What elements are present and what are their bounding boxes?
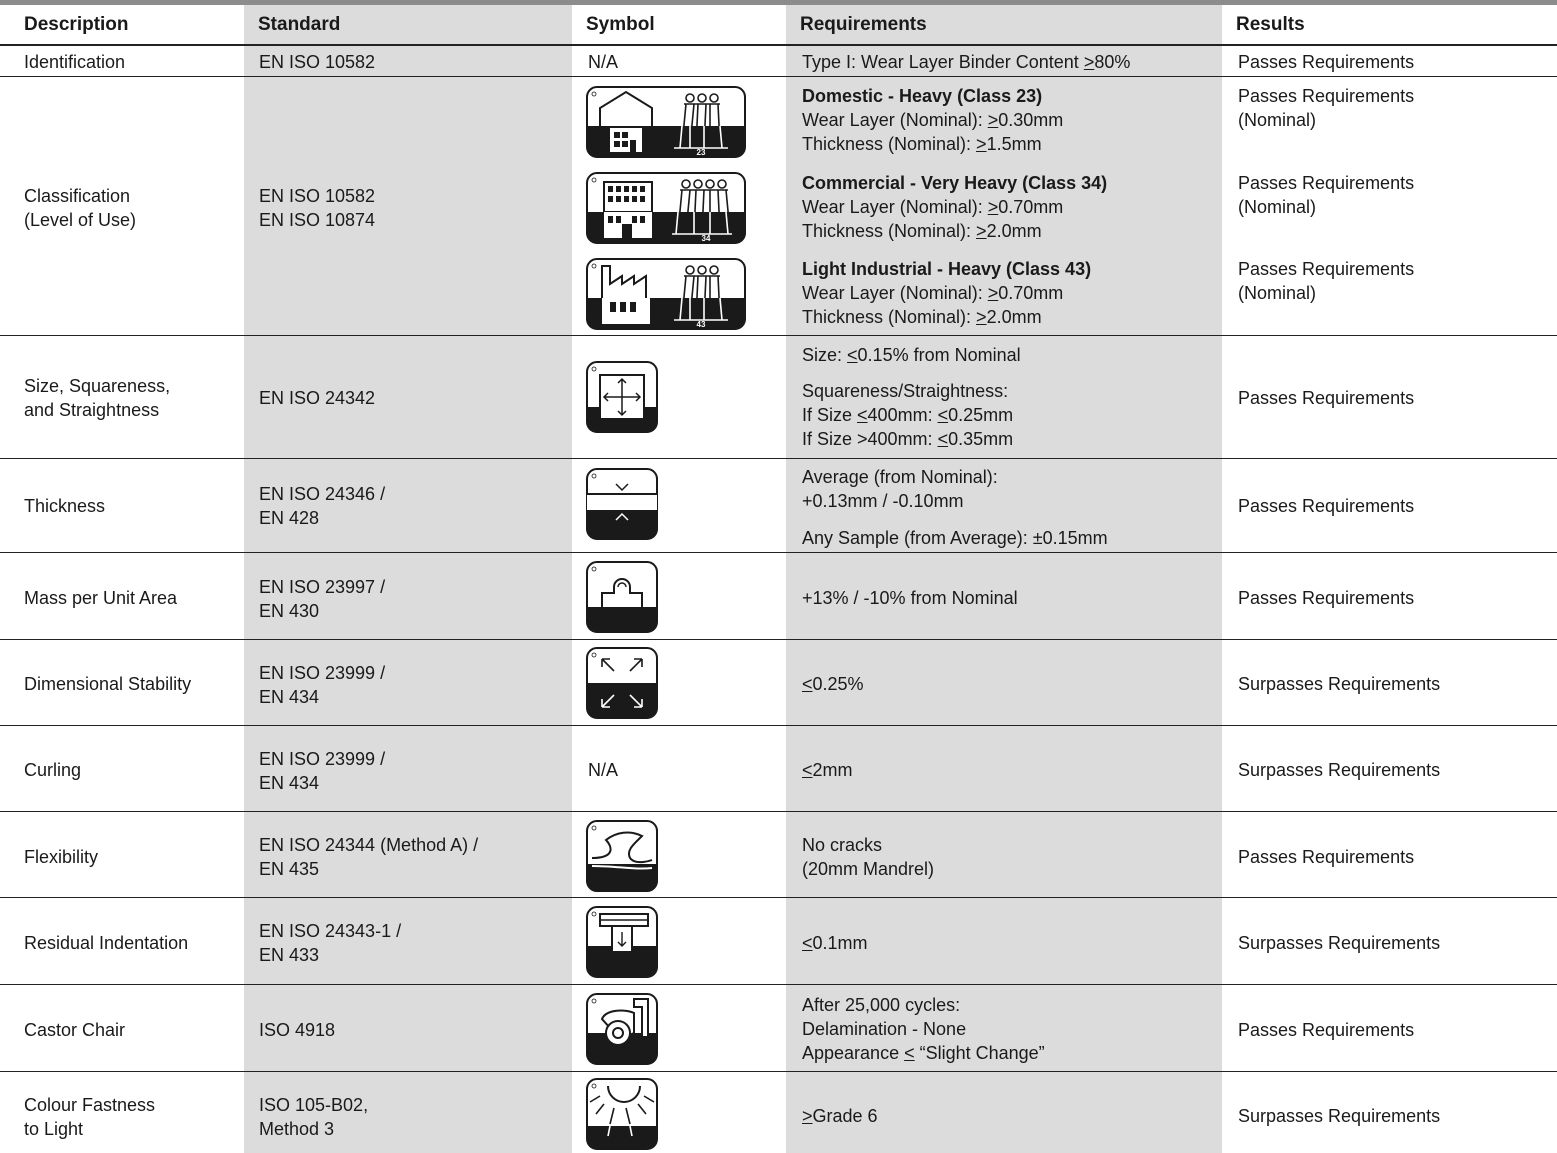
castor-chair-icon [586,993,658,1065]
result-cell: Passes Requirements (Nominal) [1238,259,1415,303]
requirement-cell: Type I: Wear Layer Binder Content >80% [802,52,1131,72]
standard-cell: EN ISO 24344 (Method A) / EN 435 [259,835,479,879]
header-description: Description [24,14,129,35]
result-cell: Passes Requirements (Nominal) [1238,86,1415,130]
row-divider [0,984,1557,985]
result-cell: Passes Requirements [1238,388,1415,408]
description-cell: Thickness [24,496,106,516]
requirement-cell: >Grade 6 [802,1106,878,1126]
svg-text:43: 43 [696,320,706,329]
requirement-cell: <2mm [802,760,853,780]
result-cell: Passes Requirements (Nominal) [1238,173,1415,217]
requirement-cell: Commercial - Very Heavy (Class 34) Wear Layer (Nominal): >0.70mm Thickness (Nominal): >2.0mm [802,173,1108,241]
row-divider [0,811,1557,812]
requirement-cell: After 25,000 cycles: Delamination - None Appearance < “Slight Change” [802,995,1045,1063]
row-divider [0,639,1557,640]
row-divider [0,1071,1557,1072]
row-divider [0,76,1557,77]
domestic-class-23-icon [586,86,746,158]
result-cell: Surpasses Requirements [1238,933,1441,953]
requirement-cell: Domestic - Heavy (Class 23) Wear Layer (Nominal): >0.30mm Thickness (Nominal): >1.5mm [802,86,1064,154]
symbol-cell: N/A [588,760,619,780]
commercial-class-34-icon [586,172,746,244]
weight-icon [586,561,658,633]
description-cell: Flexibility [24,847,99,867]
standard-cell: EN ISO 24343-1 / EN 433 [259,921,402,965]
svg-text:23: 23 [696,148,706,157]
requirement-cell: +13% / -10% from Nominal [802,588,1018,608]
symbol-cell: N/A [588,52,619,72]
description-cell: Identification [24,52,126,72]
standard-cell: EN ISO 10582 EN ISO 10874 [259,186,376,230]
dimensional-stability-icon [586,647,658,719]
standard-cell: EN ISO 24342 [259,388,376,408]
result-cell: Passes Requirements [1238,52,1415,72]
header-requirements: Requirements [800,14,927,35]
description-cell: Castor Chair [24,1020,126,1040]
requirement-cell: Light Industrial - Heavy (Class 43) Wear Layer (Nominal): >0.70mm Thickness (Nominal): >2.0mm [802,259,1092,327]
row-divider [0,335,1557,336]
standard-cell: EN ISO 23997 / EN 430 [259,577,386,621]
standard-cell: EN ISO 10582 [259,52,376,72]
row-divider [0,725,1557,726]
size-squareness-icon [586,361,658,433]
requirement-cell: Average (from Nominal): +0.13mm / -0.10mm Any Sample (from Average): ±0.15mm [802,467,1108,548]
svg-text:34: 34 [701,234,711,243]
row-divider [0,44,1557,46]
standard-cell: EN ISO 23999 / EN 434 [259,749,386,793]
result-cell: Passes Requirements [1238,1020,1415,1040]
header-symbol: Symbol [586,14,655,35]
requirement-cell: <0.1mm [802,933,868,953]
standard-cell: ISO 105-B02, Method 3 [259,1095,369,1139]
result-cell: Passes Requirements [1238,847,1415,867]
indentation-icon [586,906,658,978]
row-divider [0,458,1557,459]
description-cell: Mass per Unit Area [24,588,178,608]
result-cell: Surpasses Requirements [1238,674,1441,694]
light-fastness-icon [586,1078,658,1150]
standard-cell: EN ISO 24346 / EN 428 [259,484,386,528]
thickness-icon [586,468,658,540]
row-divider [0,897,1557,898]
description-cell: Colour Fastness to Light [24,1095,156,1139]
requirement-cell: Size: <0.15% from Nominal Squareness/Straightness: If Size <400mm: <0.25mm If Size >400mm: <0.35mm [802,345,1021,449]
row-divider [0,552,1557,553]
requirement-cell: <0.25% [802,674,864,694]
description-cell: Classification (Level of Use) [24,186,137,230]
result-cell: Surpasses Requirements [1238,1106,1441,1126]
header-standard: Standard [258,14,341,35]
flexibility-icon [586,820,658,892]
result-cell: Passes Requirements [1238,496,1415,516]
result-cell: Passes Requirements [1238,588,1415,608]
description-cell: Residual Indentation [24,933,189,953]
standard-cell: EN ISO 23999 / EN 434 [259,663,386,707]
description-cell: Dimensional Stability [24,674,192,694]
standard-cell: ISO 4918 [259,1020,336,1040]
description-cell: Curling [24,760,82,780]
description-cell: Size, Squareness, and Straightness [24,376,171,420]
header-results: Results [1236,14,1305,35]
light-industrial-class-43-icon [586,258,746,330]
requirement-cell: No cracks (20mm Mandrel) [802,835,935,879]
result-cell: Surpasses Requirements [1238,760,1441,780]
